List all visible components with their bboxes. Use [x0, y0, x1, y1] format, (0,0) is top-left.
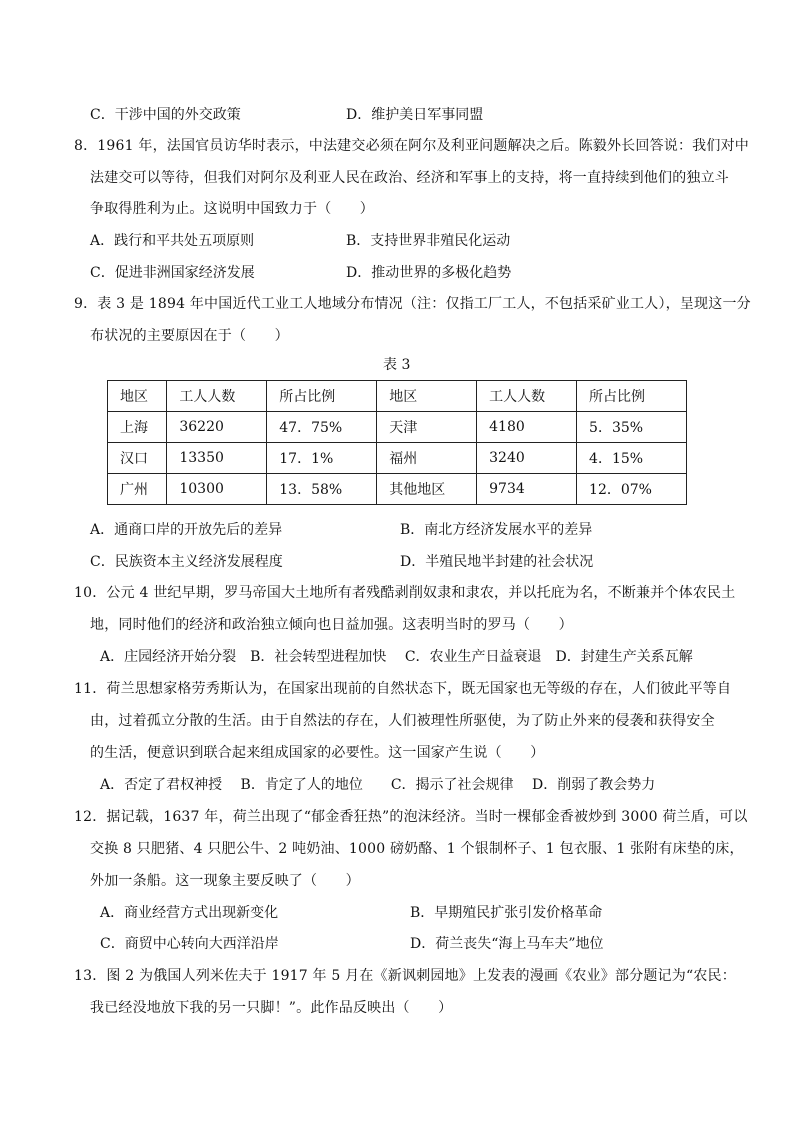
- table-caption: 表 3: [383, 357, 411, 373]
- table-cell: 福州: [377, 443, 477, 474]
- table-cell: 17．1%: [267, 443, 377, 474]
- table-cell: 9734: [477, 474, 577, 505]
- table-cell: 所占比例: [577, 381, 687, 412]
- q9-option-c: C．民族资本主义经济发展程度: [90, 554, 283, 570]
- q8-option-a: A．践行和平共处五项原则: [90, 233, 255, 249]
- table-cell: 天津: [377, 412, 477, 443]
- table-cell: 47．75%: [267, 412, 377, 443]
- q11-options: A．否定了君权神授 B．肯定了人的地位 C．揭示了社会规律 D．削弱了教会势力: [100, 777, 656, 793]
- q13-stem-line-2: 我已经没地放下我的另一只脚！”。此作品反映出（ ）: [90, 1000, 453, 1016]
- q13-stem-line-1: 13．图 2 为俄国人列米佐夫于 1917 年 5 月在《新讽刺园地》上发表的漫画《农业》部分题记为“农民：: [74, 968, 736, 984]
- q8-option-c: C．促进非洲国家经济发展: [90, 265, 255, 281]
- q7-option-d: D．维护美日军事同盟: [346, 107, 484, 123]
- q7-option-c: C．干涉中国的外交政策: [90, 107, 241, 123]
- table-header-row: [108, 381, 687, 412]
- table-cell: 工人人数: [167, 381, 267, 412]
- q12-option-a: A．商业经营方式出现新变化: [100, 905, 279, 921]
- table-cell: 13．58%: [267, 474, 377, 505]
- table-row: [108, 474, 687, 505]
- q8-stem-line-1: 8．1961 年，法国官员访华时表示，中法建交必须在阿尔及利亚问题解决之后。陈毅外长回答说：我们对中: [74, 138, 749, 154]
- table-cell: 其他地区: [377, 474, 477, 505]
- table-cell: 工人人数: [477, 381, 577, 412]
- table-cell: 3240: [477, 443, 577, 474]
- q11-stem-line-3: 的生活，便意识到联合起来组成国家的必要性。这一国家产生说（ ）: [90, 745, 545, 761]
- q11-stem-line-1: 11．荷兰思想家格劳秀斯认为，在国家出现前的自然状态下，既无国家也无等级的存在，人们彼此平等自: [74, 681, 732, 697]
- q9-option-b: B．南北方经济发展水平的差异: [400, 522, 593, 538]
- worker-distribution-table: [107, 380, 687, 505]
- q10-options: A．庄园经济开始分裂 B．社会转型进程加快 C．农业生产日益衰退 D．封建生产关系瓦解: [100, 649, 693, 665]
- q12-option-d: D．荷兰丧失“海上马车夫”地位: [410, 936, 604, 952]
- table-cell: 上海: [108, 412, 167, 443]
- q10-stem-line-1: 10．公元 4 世纪早期，罗马帝国大土地所有者残酷剥削奴隶和隶农，并以托庇为名，不断兼并个体农民土: [74, 585, 736, 601]
- q12-stem-line-2: 交换 8 只肥猪、4 只肥公牛、2 吨奶油、1000 磅奶酪、1 个银制杯子、1 包衣服、1 张附有床垫的床，: [90, 841, 744, 857]
- table-cell: 广州: [108, 474, 167, 505]
- table-cell: 4180: [477, 412, 577, 443]
- table-cell: 36220: [167, 412, 267, 443]
- q9-stem-line-2: 布状况的主要原因在于（ ）: [90, 328, 289, 344]
- table-cell: 10300: [167, 474, 267, 505]
- table-cell: 4．15%: [577, 443, 687, 474]
- q10-stem-line-2: 地，同时他们的经济和政治独立倾向也日益加强。这表明当时的罗马（ ）: [90, 617, 573, 633]
- q9-stem-line-1: 9．表 3 是 1894 年中国近代工业工人地域分布情况（注：仅指工厂工人，不包括采矿业工人），呈现这一分: [74, 296, 751, 312]
- q12-stem-line-1: 12．据记载，1637 年，荷兰出现了“郁金香狂热”的泡沫经济。当时一棵郁金香被炒到 3000 荷兰盾，可以: [74, 809, 748, 825]
- table-cell: 所占比例: [267, 381, 377, 412]
- q8-stem-line-2: 法建交可以等待，但我们对阿尔及利亚人民在政治、经济和军事上的支持，将一直持续到他们的独立斗: [90, 170, 729, 186]
- q12-stem-line-3: 外加一条船。这一现象主要反映了（ ）: [90, 873, 360, 889]
- q8-option-b: B．支持世界非殖民化运动: [346, 233, 511, 249]
- q9-option-d: D．半殖民地半封建的社会状况: [400, 554, 594, 570]
- table-cell: 汉口: [108, 443, 167, 474]
- q11-stem-line-2: 由，过着孤立分散的生活。由于自然法的存在，人们被理性所驱使，为了防止外来的侵袭和获得安全: [90, 713, 715, 729]
- table-cell: 地区: [108, 381, 167, 412]
- table-row: [108, 443, 687, 474]
- q8-option-d: D．推动世界的多极化趋势: [346, 265, 512, 281]
- q9-option-a: A．通商口岸的开放先后的差异: [90, 522, 283, 538]
- table-cell: 13350: [167, 443, 267, 474]
- q12-option-c: C．商贸中心转向大西洋沿岸: [100, 936, 279, 952]
- table-cell: 5．35%: [577, 412, 687, 443]
- table-cell: 地区: [377, 381, 477, 412]
- table-cell: 12．07%: [577, 474, 687, 505]
- q8-stem-line-3: 争取得胜利为止。这说明中国致力于（ ）: [90, 201, 374, 217]
- table-row: [108, 412, 687, 443]
- q12-option-b: B．早期殖民扩张引发价格革命: [410, 905, 603, 921]
